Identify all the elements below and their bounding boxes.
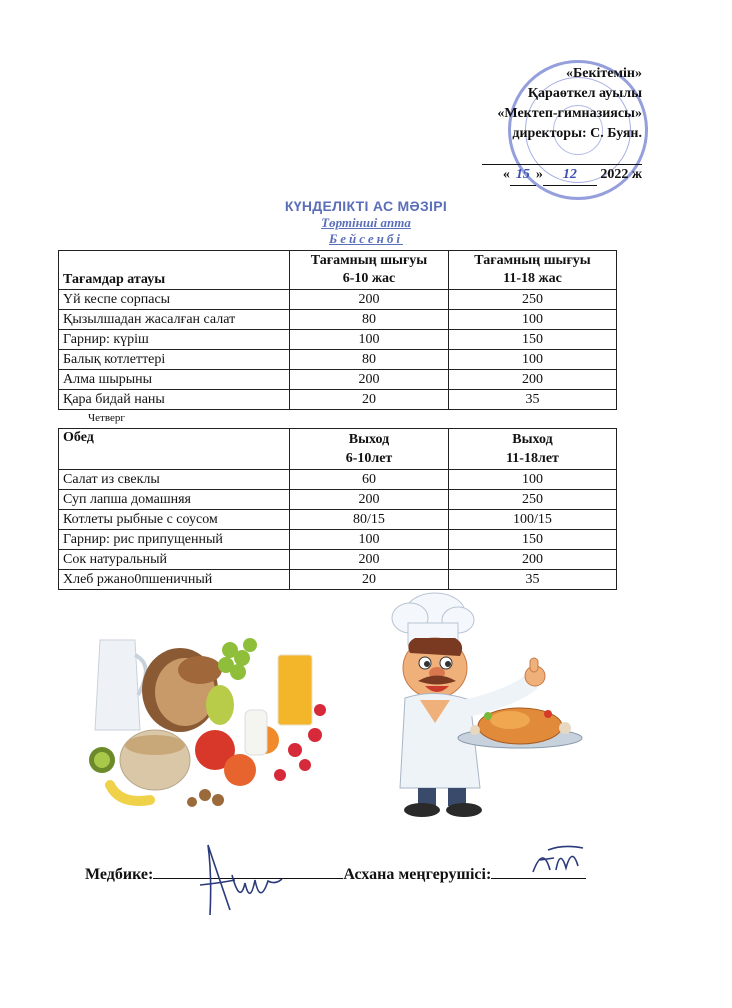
portion-large: 100/15	[449, 510, 617, 530]
table-row	[59, 390, 617, 410]
portion-small: 200	[290, 370, 449, 390]
dish-name: Алма шырыны	[59, 370, 290, 390]
approval-signature-line	[482, 144, 642, 165]
approval-line-1: «Бекітемін»	[565, 66, 642, 81]
table-row	[59, 550, 617, 570]
table-row	[59, 530, 617, 550]
approval-block	[412, 64, 642, 186]
portion-large: 250	[449, 290, 617, 310]
portion-large: 250	[449, 490, 617, 510]
portion-large: 150	[449, 330, 617, 350]
dish-name: Қызылшадан жасалған салат	[59, 310, 290, 330]
dish-name: Гарнир: рис припущенный	[59, 530, 290, 550]
portion-small: 200	[290, 290, 449, 310]
portion-large: 35	[449, 570, 617, 590]
nurse-label: Медбике:	[85, 866, 154, 883]
portion-large: 150	[449, 530, 617, 550]
dish-name: Қара бидай наны	[59, 390, 290, 410]
portion-small: 20	[290, 570, 449, 590]
nurse-handwritten-signature	[190, 835, 290, 925]
approval-date: « 15 » 12 2022 ж	[412, 165, 642, 186]
chef-illustration	[380, 588, 595, 818]
menu-week: Төртінші апта	[321, 215, 411, 230]
portion-large: 200	[449, 370, 617, 390]
table-row	[59, 290, 617, 310]
approval-line-3: «Мектеп-гимназиясы»	[497, 106, 642, 121]
approval-line-2: Қараөткел ауылы	[527, 86, 642, 101]
portion-small: 100	[290, 530, 449, 550]
dish-name: Сок натуральный	[59, 550, 290, 570]
portion-large: 100	[449, 350, 617, 370]
dish-name: Гарнир: күріш	[59, 330, 290, 350]
portion-small: 200	[290, 490, 449, 510]
dish-name: Хлеб ржано0пшеничный	[59, 570, 290, 590]
column-header-portion-11-18: Тағамның шығуы 11-18 жас	[449, 251, 617, 290]
table-row	[59, 370, 617, 390]
table-header-row	[59, 251, 617, 290]
approval-line-4: директоры: С. Буян.	[512, 126, 642, 141]
menu-table-russian	[58, 428, 617, 590]
menu-title-block	[0, 198, 732, 247]
signature-line	[85, 862, 586, 884]
healthy-food-illustration	[80, 610, 330, 820]
column-header-portion-11-18: Выход 11-18лет	[449, 429, 617, 470]
table-row	[59, 570, 617, 590]
portion-large: 200	[449, 550, 617, 570]
day-label-russian: Четверг	[88, 412, 125, 424]
portion-large: 100	[449, 310, 617, 330]
portion-small: 100	[290, 330, 449, 350]
kitchen-head-label: Асхана меңгерушісі:	[343, 866, 492, 883]
portion-small: 200	[290, 550, 449, 570]
table-row	[59, 490, 617, 510]
column-header-dish: Тағамдар атауы	[59, 251, 290, 290]
portion-small: 80	[290, 310, 449, 330]
portion-small: 80	[290, 350, 449, 370]
dish-name: Балық котлеттері	[59, 350, 290, 370]
portion-large: 35	[449, 390, 617, 410]
table-row	[59, 330, 617, 350]
portion-large: 100	[449, 470, 617, 490]
table-row	[59, 470, 617, 490]
table-row	[59, 510, 617, 530]
table-header-row	[59, 429, 617, 470]
column-header-portion-6-10: Тағамның шығуы 6-10 жас	[290, 251, 449, 290]
dish-name: Салат из свеклы	[59, 470, 290, 490]
dish-name: Суп лапша домашняя	[59, 490, 290, 510]
portion-small: 80/15	[290, 510, 449, 530]
menu-day: Бейсенбі	[329, 231, 403, 246]
table-row	[59, 350, 617, 370]
menu-table-kazakh	[58, 250, 617, 410]
menu-title: КҮНДЕЛІКТІ АС МӘЗІРІ	[284, 198, 448, 214]
dish-name: Котлеты рыбные с соусом	[59, 510, 290, 530]
column-header-portion-6-10: Выход 6-10лет	[290, 429, 449, 470]
portion-small: 60	[290, 470, 449, 490]
kitchen-head-handwritten-signature	[528, 840, 588, 880]
column-header-dish: Обед	[59, 429, 290, 470]
table-row	[59, 310, 617, 330]
portion-small: 20	[290, 390, 449, 410]
dish-name: Үй кеспе сорпасы	[59, 290, 290, 310]
